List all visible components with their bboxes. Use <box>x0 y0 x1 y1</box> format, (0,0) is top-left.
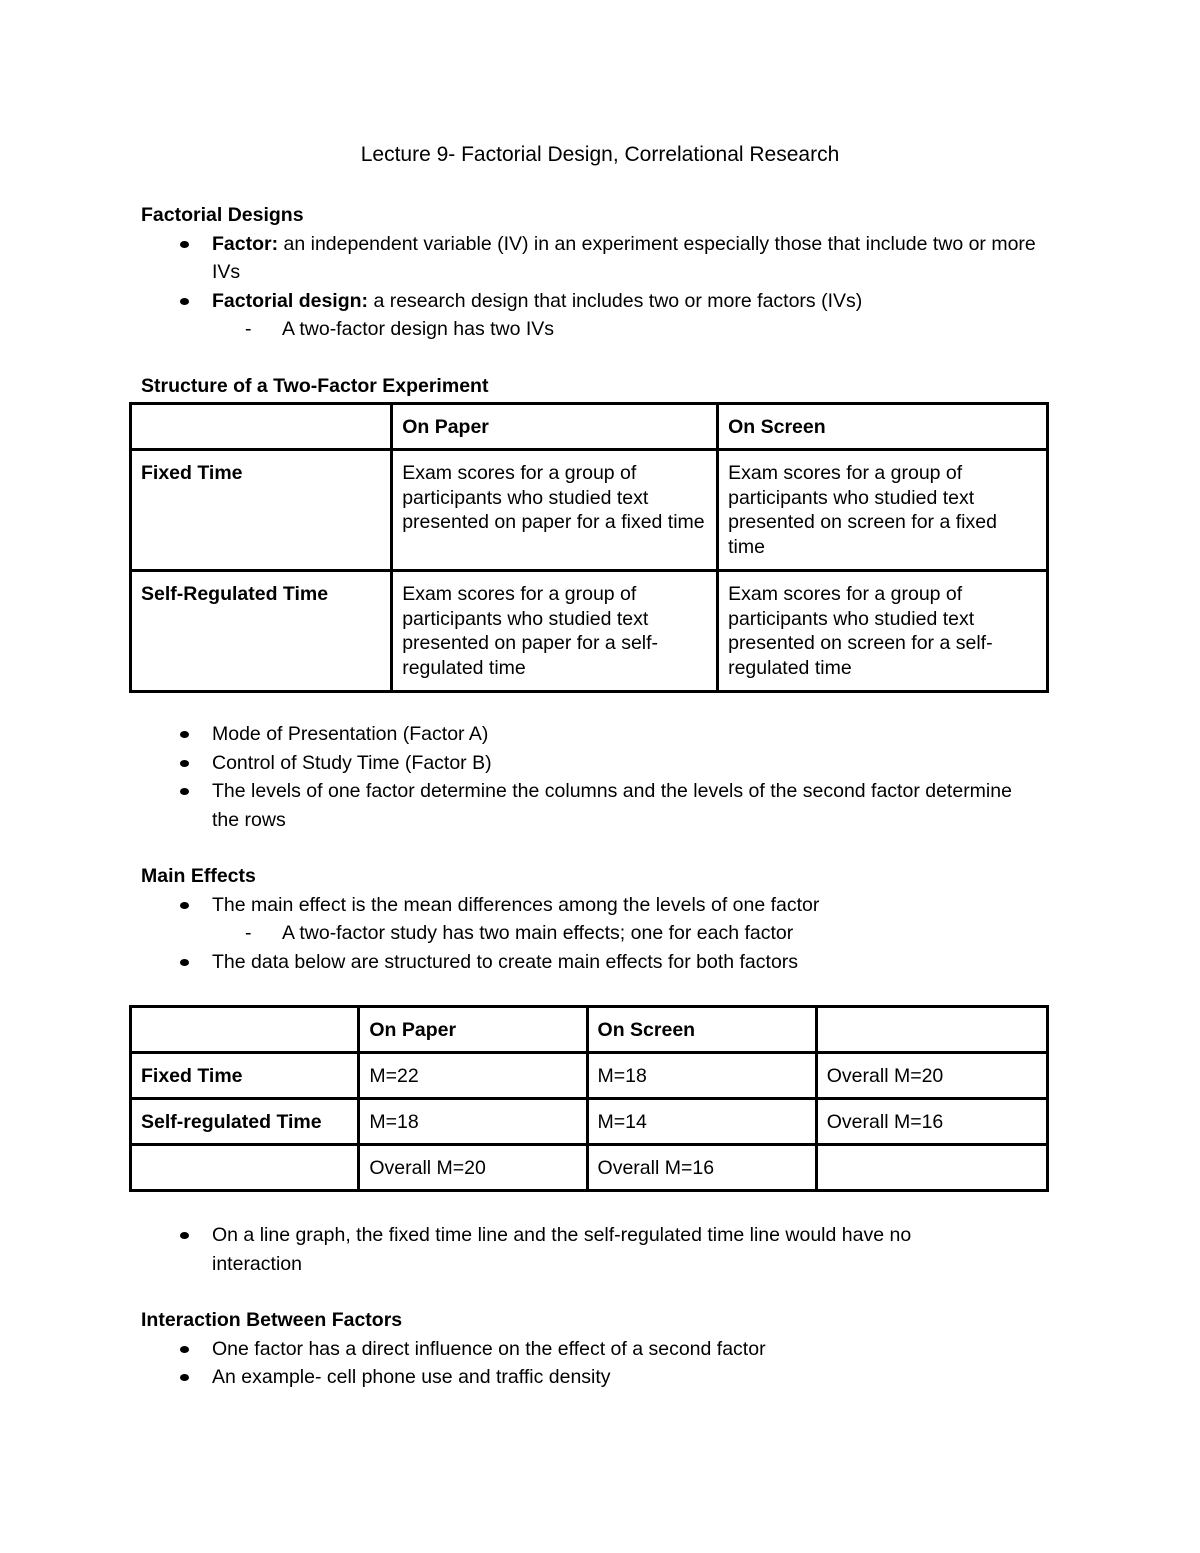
main-effects-bullet-list <box>141 891 1061 977</box>
table-cell: Overall M=16 <box>816 1099 1047 1145</box>
list-item: Mode of Presentation (Factor A) <box>141 720 1061 749</box>
table-row <box>131 450 1048 571</box>
main-effects-section <box>141 862 1061 976</box>
column-header-on-screen: On Screen <box>718 404 1048 450</box>
column-header-on-paper: On Paper <box>392 404 718 450</box>
table-row <box>131 571 1048 692</box>
table-cell: Exam scores for a group of participants who studied text presented on screen for a fixed time <box>718 450 1048 571</box>
section-heading-interaction: Interaction Between Factors <box>141 1309 403 1331</box>
table-cell-empty <box>131 1007 359 1053</box>
factorial-bullet-list <box>141 230 1061 344</box>
table-cell-empty <box>816 1145 1047 1191</box>
section-heading-factorial-designs: Factorial Designs <box>141 204 304 226</box>
table-row <box>131 404 1048 450</box>
term-factorial-design: Factorial design: <box>212 289 369 312</box>
section-heading-main-effects: Main Effects <box>141 865 256 887</box>
row-header-self-regulated-time: Self-Regulated Time <box>131 571 392 692</box>
table-cell: Exam scores for a group of participants who studied text presented on paper for a self-regulated time <box>392 571 718 692</box>
factorial-designs-section <box>141 201 1061 344</box>
table-cell-empty <box>131 404 392 450</box>
list-item: On a line graph, the fixed time line and the self-regulated time line would have no interaction <box>141 1221 1061 1278</box>
column-header-on-paper: On Paper <box>359 1007 587 1053</box>
sub-list <box>212 315 1061 344</box>
table-cell: M=18 <box>587 1053 816 1099</box>
definition-factor: an independent variable (IV) in an experiment especially those that include two or more IVs <box>212 232 1036 283</box>
table-cell: M=18 <box>359 1099 587 1145</box>
table-cell: Exam scores for a group of participants who studied text presented on paper for a fixed time <box>392 450 718 571</box>
table-cell: M=22 <box>359 1053 587 1099</box>
column-header-on-screen: On Screen <box>587 1007 816 1053</box>
line-graph-bullet-list <box>141 1221 1061 1278</box>
sub-list-item: - A two-factor study has two main effects; one for each factor <box>141 919 1061 948</box>
section-heading-structure: Structure of a Two-Factor Experiment <box>141 375 489 397</box>
structure-table <box>129 402 1049 693</box>
table-cell: Overall M=20 <box>359 1145 587 1191</box>
table-row <box>131 1007 1048 1053</box>
table-cell: M=14 <box>587 1099 816 1145</box>
table-row <box>131 1099 1048 1145</box>
list-item <box>141 287 1061 344</box>
table-row <box>131 1053 1048 1099</box>
definition-factorial-design: a research design that includes two or more factors (IVs) <box>368 289 863 312</box>
table-cell-empty <box>816 1007 1047 1053</box>
bullet-text: The main effect is the mean differences among the levels of one factor <box>212 893 820 916</box>
table-cell: Exam scores for a group of participants who studied text presented on screen for a self-regulated time <box>718 571 1048 692</box>
row-header-fixed-time: Fixed Time <box>131 1053 359 1099</box>
list-item: The data below are structured to create main effects for both factors <box>141 948 1061 977</box>
interaction-bullet-list <box>141 1335 1061 1392</box>
line-graph-note <box>141 1221 1061 1278</box>
sub-list <box>212 919 1061 948</box>
row-header-self-regulated-time: Self-regulated Time <box>131 1099 359 1145</box>
table-cell-empty <box>131 1145 359 1191</box>
list-item: One factor has a direct influence on the effect of a second factor <box>141 1335 1061 1364</box>
list-item <box>141 891 1061 948</box>
sub-list-item: - A two-factor design has two IVs <box>141 315 1061 344</box>
table-cell: Overall M=20 <box>816 1053 1047 1099</box>
table-cell: Overall M=16 <box>587 1145 816 1191</box>
main-effects-table <box>129 1005 1049 1192</box>
page-title: Lecture 9- Factorial Design, Correlational Research <box>360 143 840 166</box>
table-row <box>131 1145 1048 1191</box>
list-item: An example- cell phone use and traffic density <box>141 1363 1061 1392</box>
list-item <box>141 230 1061 287</box>
interaction-section <box>141 1306 1061 1392</box>
term-factor: Factor: <box>212 232 279 255</box>
list-item: Control of Study Time (Factor B) <box>141 749 1061 778</box>
structure-bullet-list <box>141 720 1061 834</box>
row-header-fixed-time: Fixed Time <box>131 450 392 571</box>
list-item: The levels of one factor determine the columns and the levels of the second factor determine the rows <box>141 777 1061 834</box>
structure-bullets <box>141 720 1061 834</box>
